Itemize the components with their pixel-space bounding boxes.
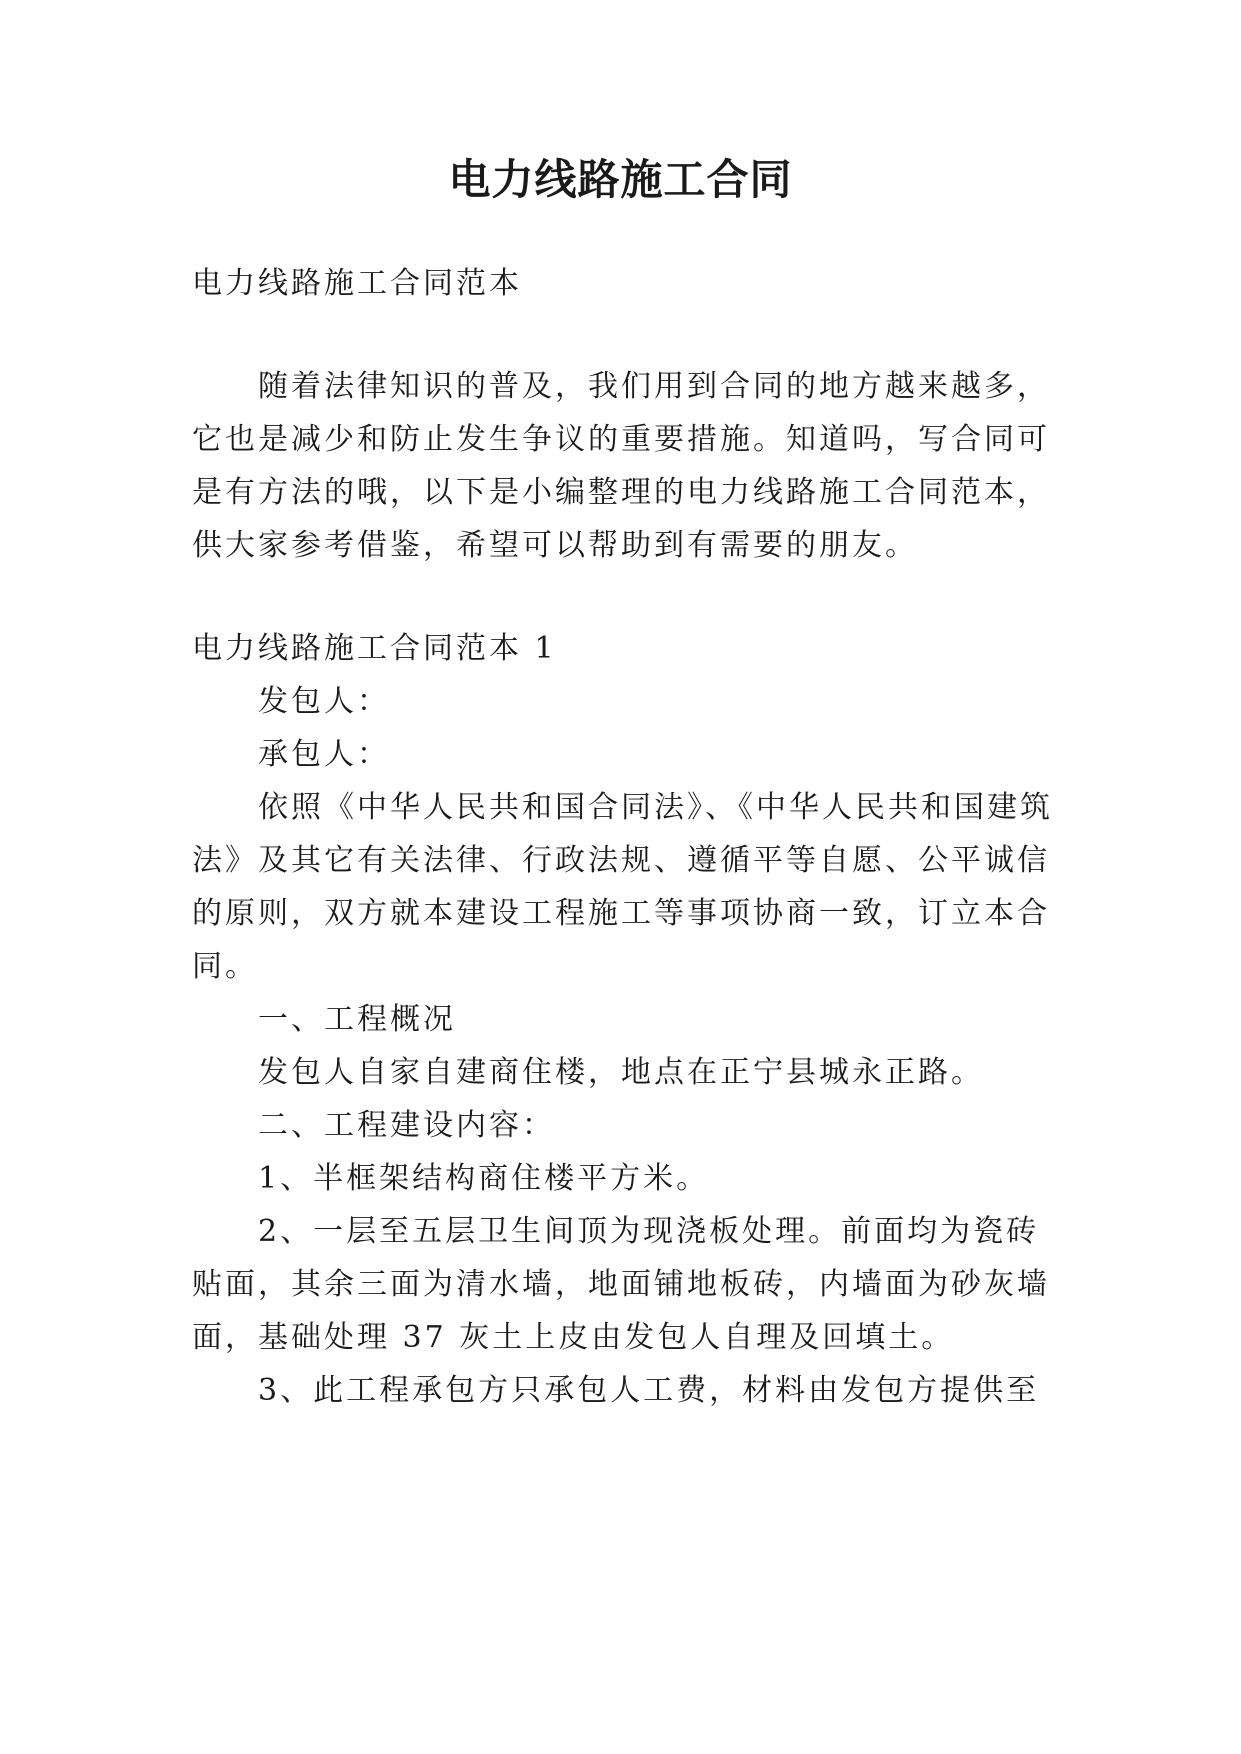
construction-item-3: 3、此工程承包方只承包人工费，材料由发包方提供至 xyxy=(258,1373,1040,1408)
basis-line: 的原则，双方就本建设工程施工等事项协商一致，订立本合 xyxy=(192,896,1050,931)
heading-project-overview: 一、工程概况 xyxy=(258,1002,456,1037)
basis-line: 依照《中华人民共和国合同法》、《中华人民共和国建筑 xyxy=(258,790,1053,825)
intro-line: 供大家参考借鉴，希望可以帮助到有需要的朋友。 xyxy=(192,528,918,563)
contractor-label: 承包人： xyxy=(258,737,390,772)
construction-item-2-line: 2、一层至五层卫生间顶为现浇板处理。前面均为瓷砖 xyxy=(258,1214,1040,1249)
section-title: 电力线路施工合同范本 1 xyxy=(192,631,557,666)
document-title: 电力线路施工合同 xyxy=(448,155,793,204)
document-subtitle: 电力线路施工合同范本 xyxy=(192,266,522,301)
construction-item-2-line: 贴面，其余三面为清水墙，地面铺地板砖，内墙面为砂灰墙 xyxy=(192,1267,1050,1302)
heading-construction-content: 二、工程建设内容： xyxy=(258,1108,555,1143)
basis-line: 法》及其它有关法律、行政法规、遵循平等自愿、公平诚信 xyxy=(192,843,1050,878)
basis-line: 同。 xyxy=(192,949,258,984)
construction-item-2-line: 面，基础处理 37 灰土上皮由发包人自理及回填土。 xyxy=(192,1320,955,1355)
intro-line: 它也是减少和防止发生争议的重要措施。知道吗，写合同可 xyxy=(192,422,1050,457)
employer-label: 发包人： xyxy=(258,684,390,719)
intro-line: 随着法律知识的普及，我们用到合同的地方越来越多， xyxy=(258,369,1050,404)
intro-line: 是有方法的哦，以下是小编整理的电力线路施工合同范本， xyxy=(192,475,1050,510)
project-overview-text: 发包人自家自建商住楼，地点在正宁县城永正路。 xyxy=(258,1055,984,1090)
construction-item-1: 1、半框架结构商住楼平方米。 xyxy=(258,1161,710,1196)
